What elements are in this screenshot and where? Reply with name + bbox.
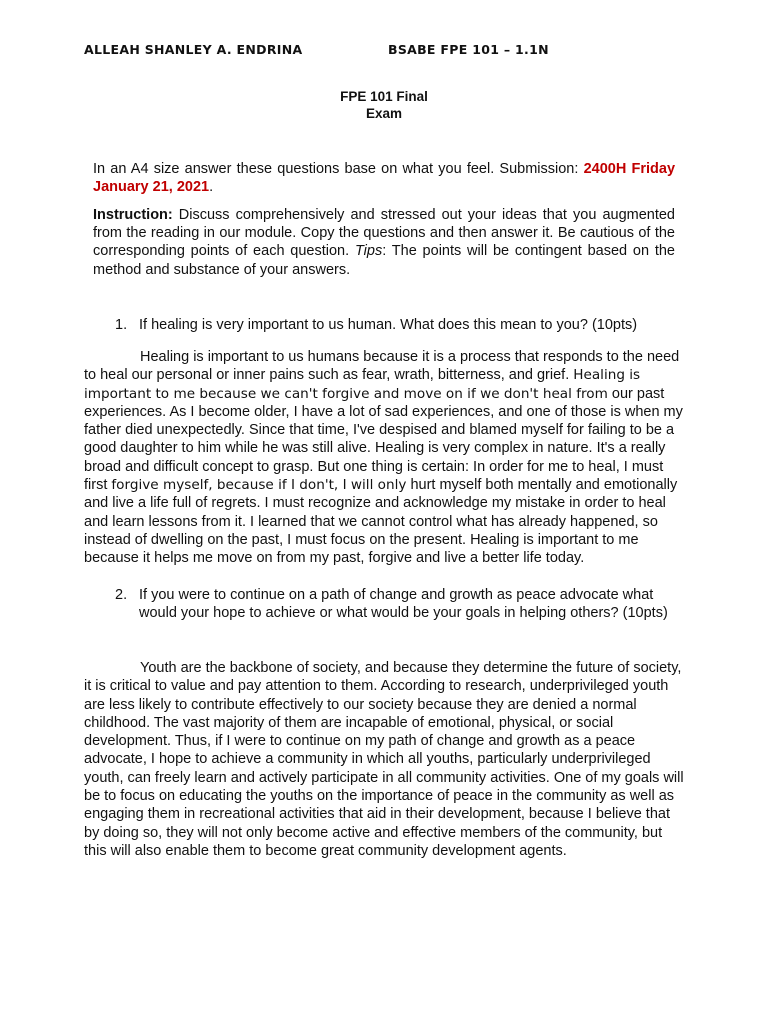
title-line-1: FPE 101 Final [340,89,428,104]
student-name: ALLEAH SHANLEY A. ENDRINA [84,42,303,57]
answer-2 [84,659,684,860]
question-2-number: 2. [115,587,128,603]
instruction-label: Instruction: [93,207,173,223]
instruction-text-1: Discuss comprehensively and stressed out your ideas that you augmented from the reading in our module. Copy the questions and then answer it. Be cautious of the corresponding points of each question. [93,207,675,260]
tips-label: Tips [354,243,383,260]
instruction-paragraph [93,206,675,279]
instruction-text-2: : The points will be contingent based on the method and substance of your answers. [93,243,675,278]
intro-end: . [209,179,214,196]
submission-deadline: 2400H Friday January 21, 2021 [93,161,676,196]
question-1-number: 1. [115,317,128,333]
question-2-text: If you were to continue on a path of change and growth as peace advocate what would your hope to achieve or what would be your goals in helping others? (10pts) [139,587,668,622]
answer-1-part-2: Healing is important to me because we can't forgive and move on if we don't heal from [84,367,641,402]
intro-paragraph [93,160,675,196]
answer-1 [84,348,684,568]
question-1-text: If healing is very important to us human. What does this mean to you? (10pts) [139,317,638,333]
answer-1-part-5: hurt myself both mentally and emotionally and live a life full of regrets. I must recognize and acknowledge my mistake in order to heal and learn lessons from it. I learned that we cannot control what has already happened, so instead of dwelling on the past, I must focus on the present. Healing is important to me because it helps me move on from my past, forgive and live a better life today. [84,477,678,567]
answer-1-part-4: forgive myself, because if I don't, I will only [111,477,407,494]
answer-1-part-1: Healing is important to us humans because it is a process that responds to the need to heal our personal or inner pains such as fear, wrath, bitterness, and grief. [84,349,680,384]
answer-2-text: Youth are the backbone of society, and because they determine the future of society, it is critical to value and pay attention to them. According to research, underprivileged youth are less likely to contribute effectively to our society because they are denied a normal childhood. The vast majority of them are incapable of emotional, physical, or social development. Thus, if I were to continue on my path of change and growth as a peace advocate, I hope to achieve a community in which all youths, particularly underprivileged youth, can freely learn and actively participate in all community activities. One of my goals will be to focus on educating the youths on the importance of peace in the community as well as engaging them in recreational activities that aid in their development, because I believe that by doing so, they will not only become active and effective members of the community, but this will also enable them to become great community development agents. [84,660,684,859]
intro-text: In an A4 size answer these questions base on what you feel. Submission: [93,161,584,177]
answer-1-part-3: our past experiences. As I become older, I have a lot of sad experiences, and one of those is when my father died unexpectedly. Since that time, I've despised and blamed myself for failing to be a good daughter to him while he was still alive. Healing is very complex in nature. It's a really broad and difficult concept to grasp. But one thing is certain: In order for me to heal, I must first [84,385,683,494]
page-title [0,88,768,122]
title-line-2: Exam [365,106,403,121]
course-section: BSABE FPE 101 – 1.1N [388,42,549,57]
